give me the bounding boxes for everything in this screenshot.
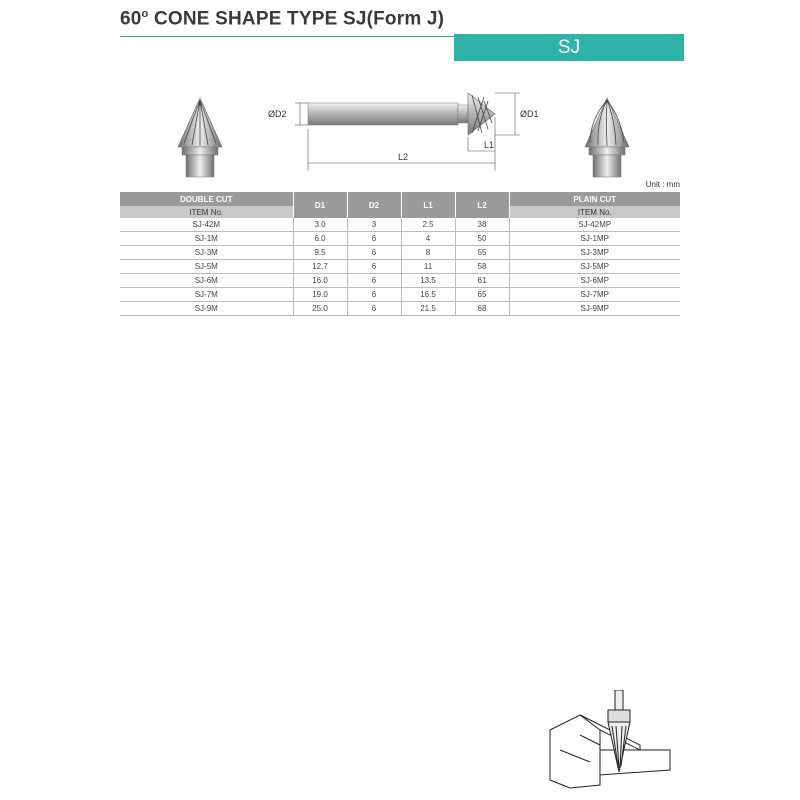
cell-d1: 16.0 — [293, 274, 347, 288]
title-text: CONE SHAPE TYPE SJ(Form J) — [148, 8, 445, 30]
header-double-cut: DOUBLE CUT — [120, 192, 293, 206]
header-item-no-double: ITEM No. — [120, 206, 293, 218]
cell-plain: SJ-5MP — [509, 260, 680, 274]
header-d2: D2 — [347, 192, 401, 218]
table-row — [120, 232, 680, 246]
cell-double: SJ-3M — [120, 246, 293, 260]
cell-plain: SJ-42MP — [509, 218, 680, 232]
cell-d1: 12.7 — [293, 260, 347, 274]
spec-table-body — [120, 218, 680, 316]
table-row — [120, 260, 680, 274]
header-l2: L2 — [455, 192, 509, 218]
cell-l1: 13.5 — [401, 274, 455, 288]
header-d1: D1 — [293, 192, 347, 218]
cell-l2: 61 — [455, 274, 509, 288]
cell-l2: 68 — [455, 302, 509, 316]
cell-double: SJ-9M — [120, 302, 293, 316]
cell-d1: 9.5 — [293, 246, 347, 260]
table-row — [120, 288, 680, 302]
d1-label: ØD1 — [520, 109, 539, 119]
type-banner: SJ — [454, 34, 684, 61]
cell-d2: 6 — [347, 302, 401, 316]
table-row — [120, 246, 680, 260]
cell-d2: 3 — [347, 218, 401, 232]
cell-double: SJ-6M — [120, 274, 293, 288]
cell-plain: SJ-7MP — [509, 288, 680, 302]
cell-double: SJ-7M — [120, 288, 293, 302]
l2-label: L2 — [398, 152, 409, 162]
cell-double: SJ-1M — [120, 232, 293, 246]
usage-diagram — [540, 690, 680, 790]
cell-d1: 6.0 — [293, 232, 347, 246]
title-rule — [120, 36, 454, 37]
cell-l2: 58 — [455, 260, 509, 274]
cell-d1: 3.0 — [293, 218, 347, 232]
cell-d1: 25.0 — [293, 302, 347, 316]
table-row — [120, 218, 680, 232]
product-figure — [120, 85, 680, 180]
page-title — [120, 8, 444, 30]
cell-double: SJ-5M — [120, 260, 293, 274]
cell-l2: 65 — [455, 288, 509, 302]
cell-l2: 55 — [455, 246, 509, 260]
table-row — [120, 274, 680, 288]
cell-d1: 19.0 — [293, 288, 347, 302]
cell-d2: 6 — [347, 232, 401, 246]
l1-label: L1 — [484, 140, 495, 150]
table-row — [120, 302, 680, 316]
cell-l1: 2.5 — [401, 218, 455, 232]
spec-table — [120, 192, 680, 316]
header-plain-cut: PLAIN CUT — [509, 192, 680, 206]
title-degree: o — [141, 8, 149, 20]
cell-l1: 11 — [401, 260, 455, 274]
cell-plain: SJ-9MP — [509, 302, 680, 316]
d2-label: ØD2 — [268, 109, 287, 119]
burr-closeup-left — [178, 98, 222, 177]
burr-closeup-right — [585, 98, 629, 177]
cell-plain: SJ-1MP — [509, 232, 680, 246]
cell-l1: 21.5 — [401, 302, 455, 316]
cell-double: SJ-42M — [120, 218, 293, 232]
cell-d2: 6 — [347, 260, 401, 274]
header-l1: L1 — [401, 192, 455, 218]
cell-l2: 50 — [455, 232, 509, 246]
cell-l1: 4 — [401, 232, 455, 246]
cell-l1: 16.5 — [401, 288, 455, 302]
unit-note: Unit : mm — [645, 180, 680, 189]
cell-plain: SJ-3MP — [509, 246, 680, 260]
cell-plain: SJ-6MP — [509, 274, 680, 288]
title-number: 60 — [120, 8, 142, 30]
cell-d2: 6 — [347, 274, 401, 288]
cell-d2: 6 — [347, 288, 401, 302]
cell-d2: 6 — [347, 246, 401, 260]
cell-l1: 8 — [401, 246, 455, 260]
cell-l2: 38 — [455, 218, 509, 232]
header-item-no-plain: ITEM No. — [509, 206, 680, 218]
